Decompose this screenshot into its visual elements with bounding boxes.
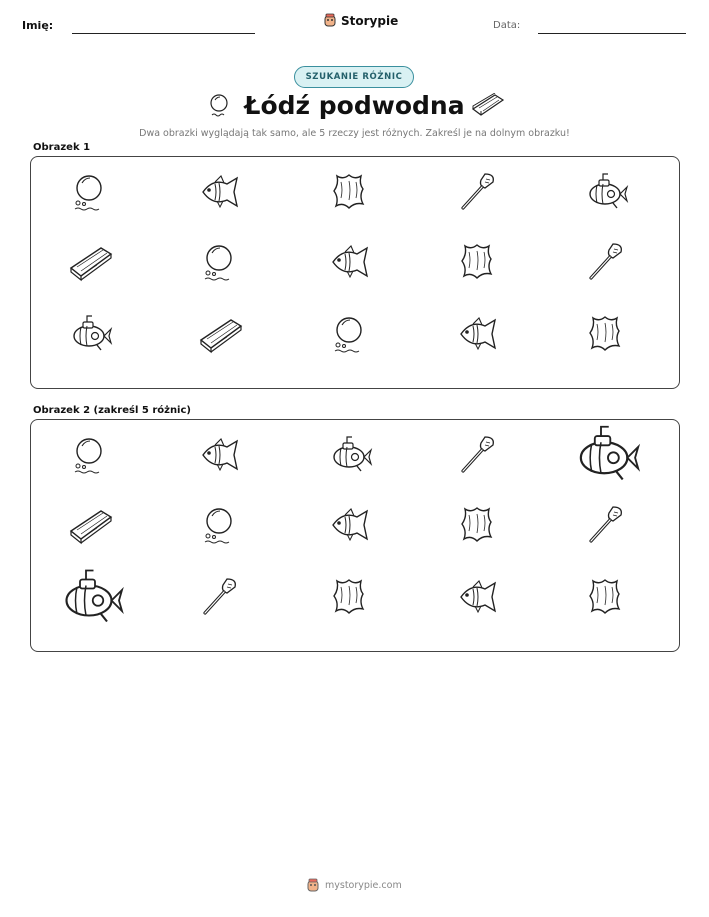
submarine-icon[interactable] <box>570 419 641 490</box>
fish-icon[interactable] <box>197 432 243 478</box>
storypie-mascot-icon <box>323 13 337 28</box>
picture1-label: Obrazek 1 <box>33 142 91 153</box>
page-title: Łódź podwodna <box>244 91 465 120</box>
bubble-icon <box>67 169 113 215</box>
bubble-icon <box>197 239 243 285</box>
activity-badge: SZUKANIE RÓŻNIC <box>294 66 414 88</box>
picture2-panel[interactable] <box>30 419 680 652</box>
footer-url: mystorypie.com <box>325 880 402 891</box>
paddle-icon[interactable] <box>583 502 629 548</box>
leather-hide-icon[interactable] <box>455 502 501 548</box>
paddle-icon <box>455 169 501 215</box>
fish-icon <box>197 169 243 215</box>
leather-hide-icon[interactable] <box>327 574 373 620</box>
picture1-panel <box>30 156 680 389</box>
footer <box>306 878 402 893</box>
storypie-mascot-footer-icon <box>306 878 320 893</box>
fish-icon <box>327 239 373 285</box>
paddle-icon[interactable] <box>455 432 501 478</box>
leather-hide-icon <box>327 169 373 215</box>
bubble-icon[interactable] <box>197 502 243 548</box>
plank-icon[interactable] <box>67 502 113 548</box>
submarine-icon[interactable] <box>327 432 373 478</box>
leather-hide-icon <box>455 239 501 285</box>
bubble-icon <box>327 311 373 357</box>
leather-hide-icon <box>583 311 629 357</box>
paddle-icon[interactable] <box>197 574 243 620</box>
name-label: Imię: <box>22 19 54 32</box>
name-line[interactable] <box>72 33 255 34</box>
bubble-icon[interactable] <box>67 432 113 478</box>
plank-icon <box>197 311 243 357</box>
fish-icon[interactable] <box>327 502 373 548</box>
brand-name: Storypie <box>341 13 399 28</box>
plank-icon <box>67 239 113 285</box>
plank-title-icon <box>471 93 505 117</box>
date-label: Data: <box>493 20 521 31</box>
leather-hide-icon[interactable] <box>583 574 629 620</box>
date-line[interactable] <box>538 33 686 34</box>
submarine-icon <box>583 169 629 215</box>
fish-icon[interactable] <box>455 574 501 620</box>
instructions: Dwa obrazki wyglądają tak samo, ale 5 rzeczy jest różnych. Zakreśl je na dolnym obrazku! <box>139 128 570 139</box>
fish-icon <box>455 311 501 357</box>
submarine-icon <box>67 311 113 357</box>
brand-logo <box>323 13 398 28</box>
paddle-icon <box>583 239 629 285</box>
submarine-icon[interactable] <box>56 563 125 632</box>
picture2-label: Obrazek 2 (zakreśl 5 różnic) <box>33 405 191 416</box>
